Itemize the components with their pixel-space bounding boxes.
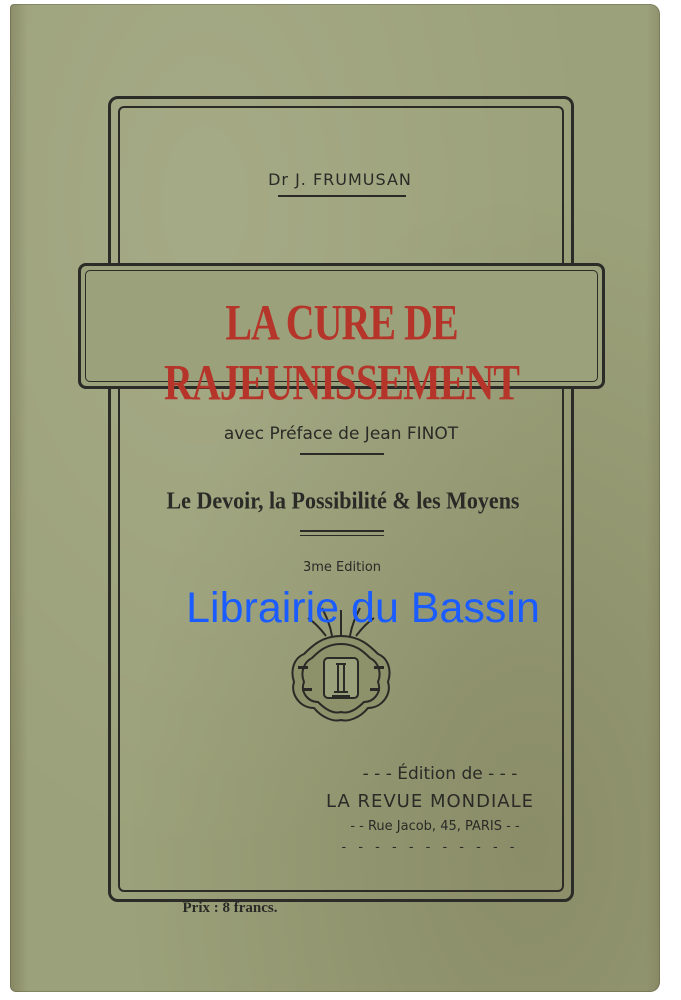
- dashed-line: - - - - - - - - - - -: [341, 840, 519, 855]
- preface-line: avec Préface de Jean FINOT: [223, 424, 459, 444]
- separator: [300, 530, 384, 532]
- publisher-address: - - Rue Jacob, 45, PARIS - -: [350, 819, 520, 834]
- publisher-name: LA REVUE MONDIALE: [326, 791, 534, 812]
- book-title: LA CURE DE RAJEUNISSEMENT: [164, 293, 519, 412]
- book-subtitle: Le Devoir, la Possibilité & les Moyens: [166, 486, 520, 515]
- separator: [300, 453, 384, 455]
- author: Dr J. FRUMUSAN: [268, 170, 412, 189]
- publisher-line-1: - - - Édition de - - -: [362, 764, 518, 784]
- watermark-text: Librairie du Bassin: [186, 584, 540, 632]
- author-underline: [278, 195, 406, 197]
- price-label: Prix : 8 francs.: [182, 900, 278, 916]
- edition-label: 3me Edition: [302, 560, 382, 575]
- separator: [300, 535, 384, 536]
